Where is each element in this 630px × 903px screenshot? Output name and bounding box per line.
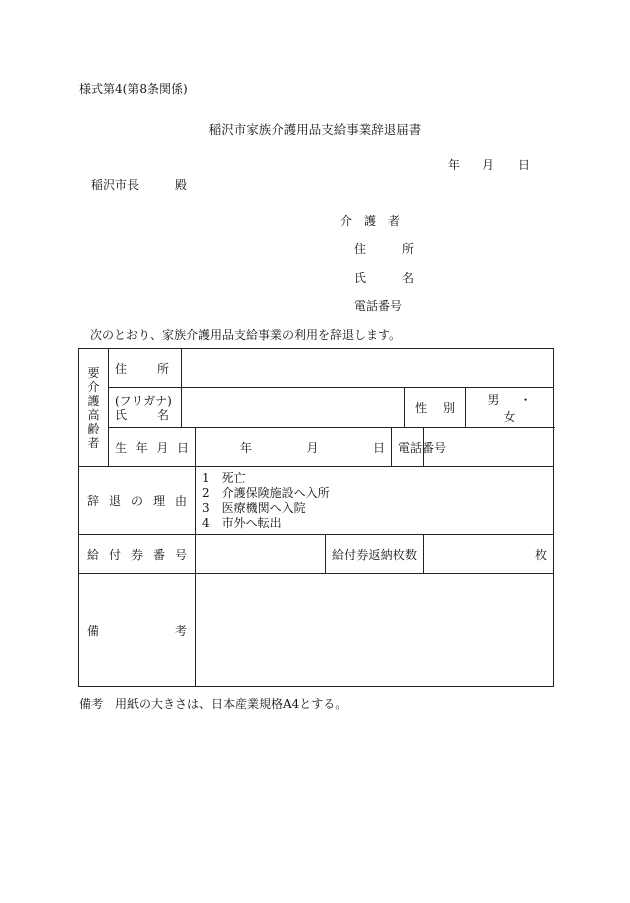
- name-field[interactable]: [182, 388, 405, 428]
- return-count-field[interactable]: [424, 535, 554, 574]
- remarks-field[interactable]: [196, 574, 554, 687]
- applicant-name-label: 氏 名: [354, 271, 415, 285]
- return-label-cell: 給 付 券 返 納 枚 数: [326, 535, 424, 574]
- phone-label-cell: 電 話 番 号: [392, 428, 424, 467]
- address-label-cell: 住 所: [109, 349, 182, 388]
- applicant-caregiver-label: 介 護 者: [340, 214, 401, 228]
- return-unit: 枚: [535, 547, 548, 562]
- elderly-header-cell: 要 介 護 高 齢 者: [79, 349, 109, 467]
- voucher-label-cell: 給 付 券 番 号: [79, 535, 196, 574]
- reason-option[interactable]: 3 医療機関へ入院: [202, 500, 306, 515]
- voucher-number-field[interactable]: [196, 535, 326, 574]
- reason-label-cell: 辞 退 の 理 由: [79, 467, 196, 535]
- sex-label-cell: 性 別: [405, 388, 466, 428]
- date-month-label: 月: [482, 158, 495, 172]
- remarks-label-cell: 備 考: [79, 574, 196, 687]
- furigana-label: (フリガナ): [115, 393, 172, 408]
- reason-option[interactable]: 2 介護保険施設へ入所: [202, 485, 330, 500]
- footnote: 備考 用紙の大きさは、日本産業規格A4とする。: [79, 697, 348, 711]
- lead-text: 次のとおり、家族介護用品支給事業の利用を辞退します。: [90, 328, 402, 342]
- applicant-phone-label: 電話番号: [354, 299, 403, 313]
- form-number: 様式第4(第8条関係): [79, 82, 188, 96]
- addressee-name: 稲沢市長: [91, 178, 140, 192]
- date-day-label: 日: [518, 158, 531, 172]
- sex-options[interactable]: 男 ・女: [466, 388, 554, 428]
- withdrawal-form-table: [78, 348, 554, 687]
- birth-label-cell: 生 年 月 日: [109, 428, 196, 467]
- document-title: 稲沢市家族介護用品支給事業辞退届書: [208, 122, 422, 137]
- date-year-label: 年: [448, 158, 461, 172]
- address-field[interactable]: [182, 349, 554, 388]
- addressee: [91, 176, 187, 193]
- applicant-address-label: 住 所: [354, 242, 415, 256]
- name-label-cell: (フリガナ) 氏 名: [109, 388, 182, 428]
- reason-option[interactable]: 4 市外へ転出: [202, 515, 282, 530]
- birth-date-field[interactable]: 年 月 日: [196, 428, 392, 467]
- reason-options[interactable]: [196, 467, 554, 535]
- date-line: [448, 156, 530, 173]
- addressee-honorific: 殿: [175, 178, 188, 192]
- reason-option[interactable]: 1 死亡: [202, 470, 246, 485]
